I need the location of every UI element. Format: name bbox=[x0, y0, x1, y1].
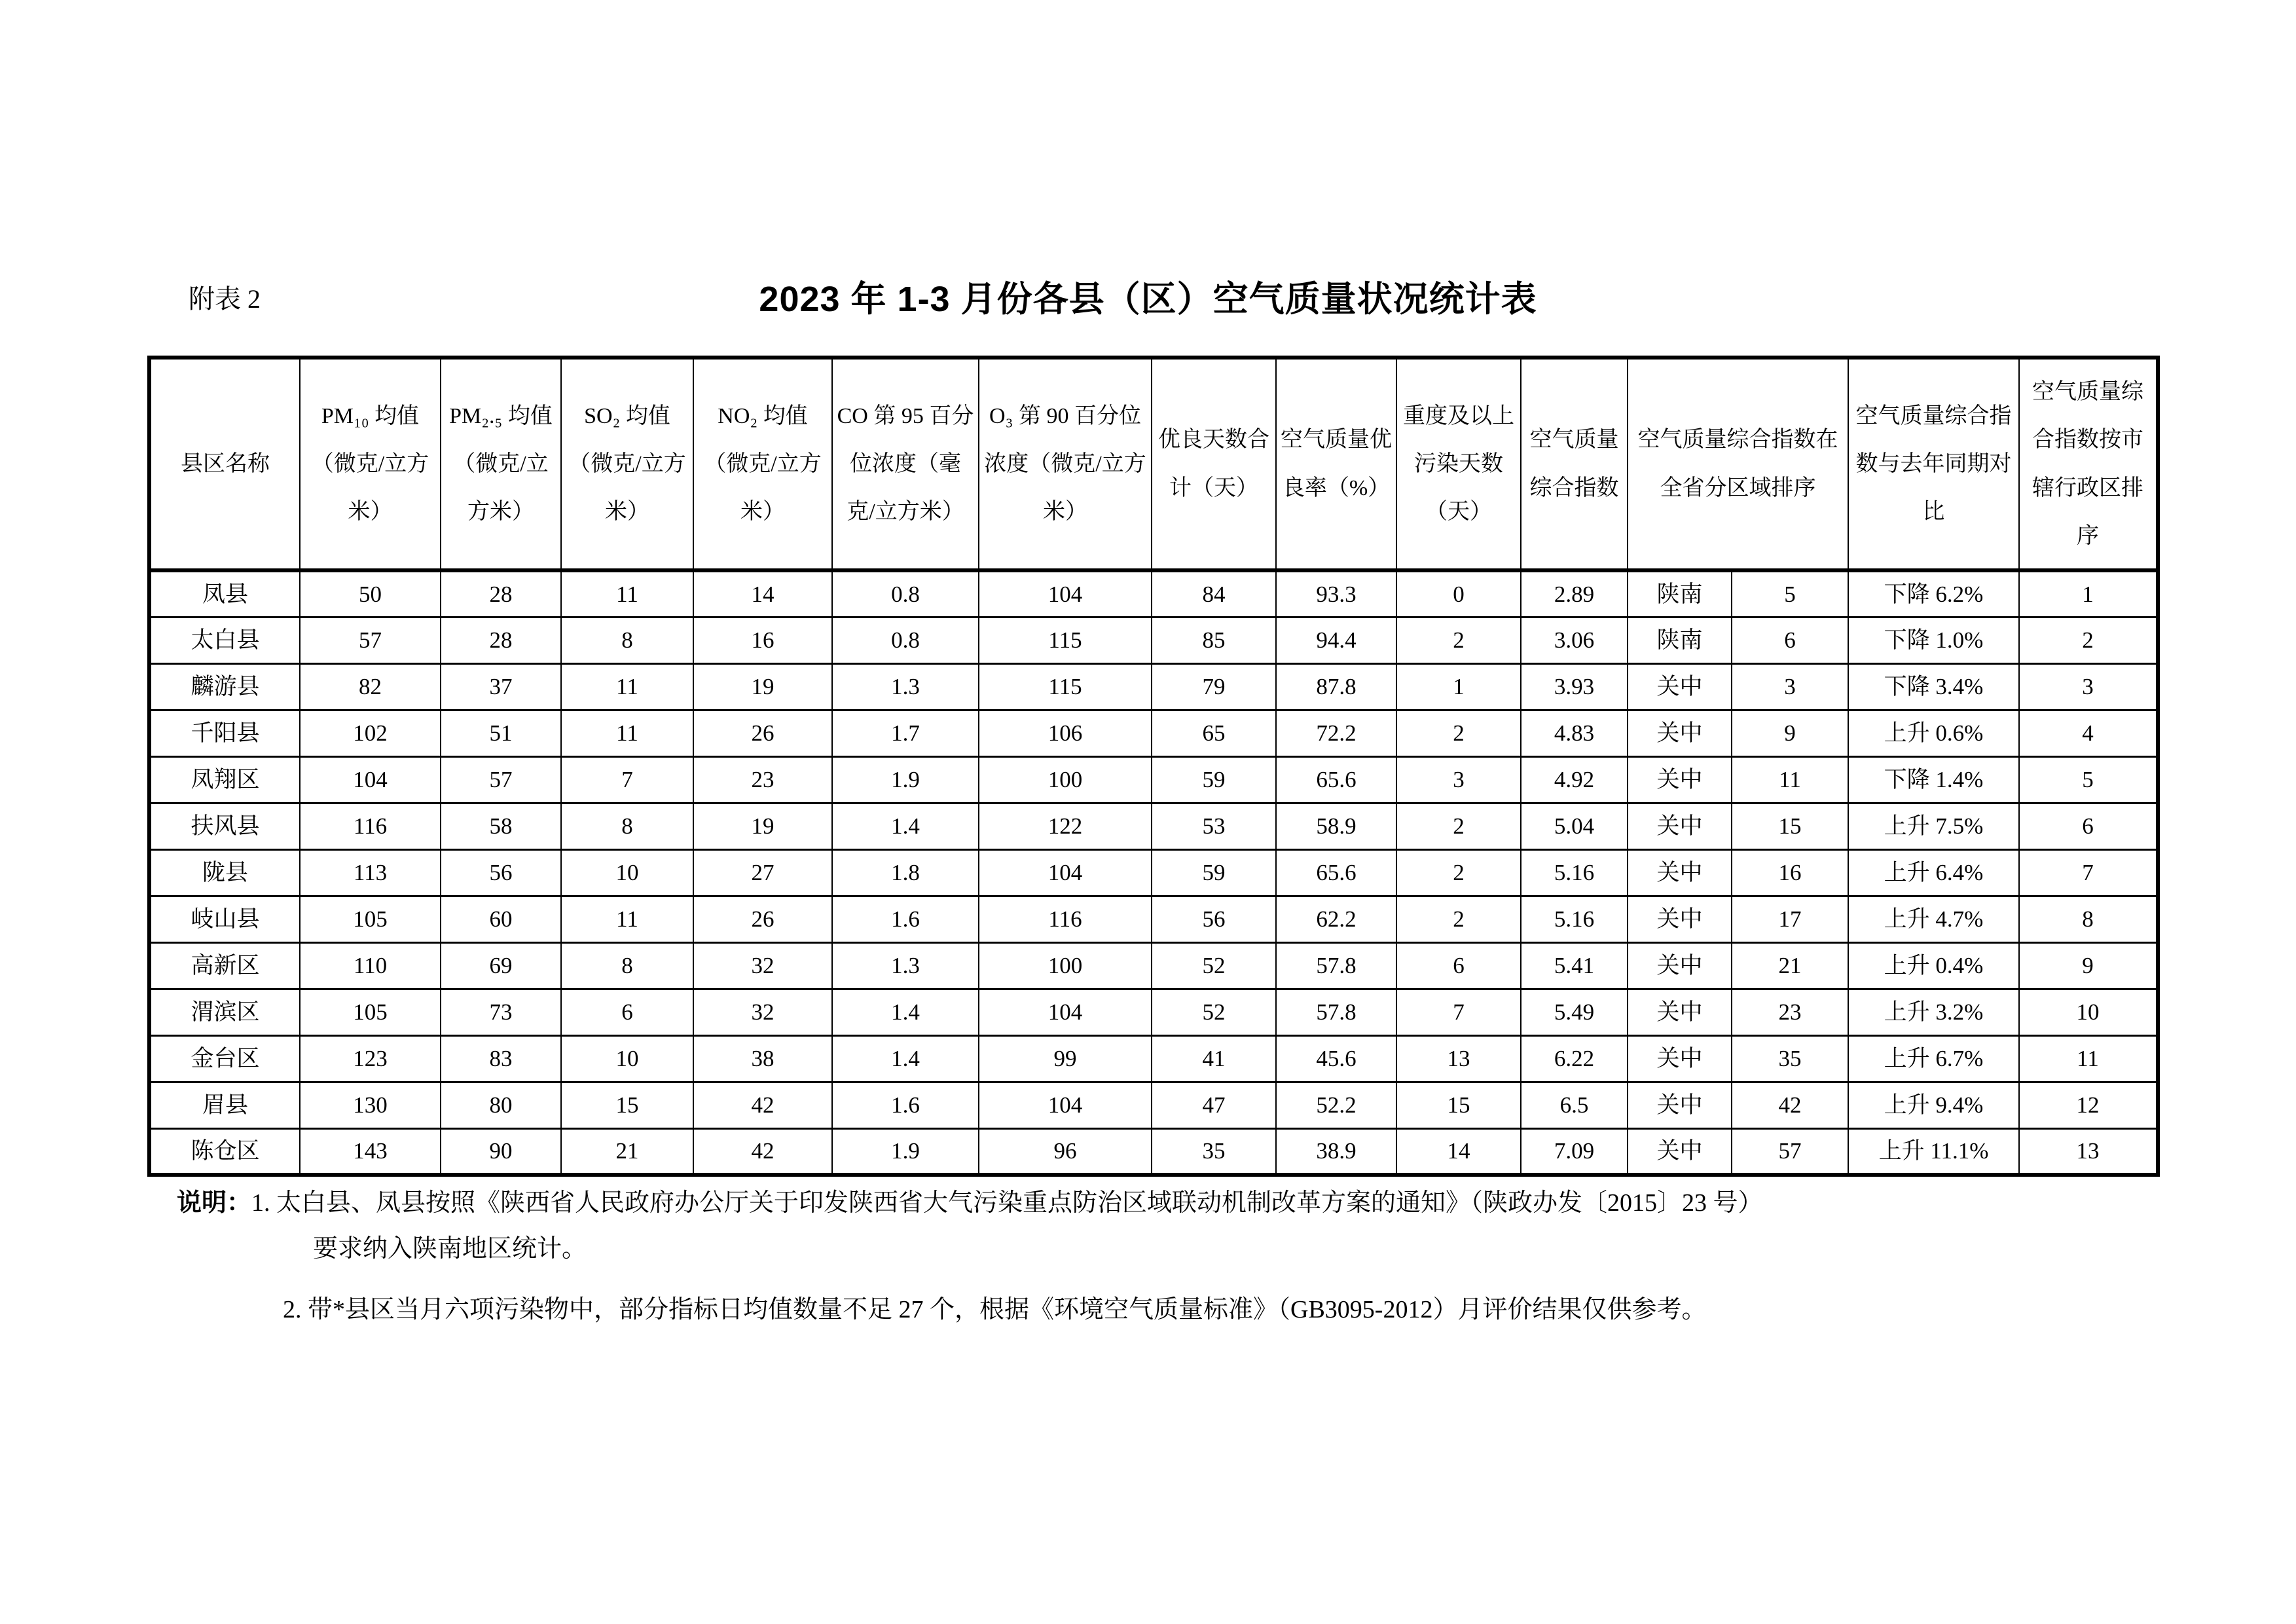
data-cell: 14 bbox=[693, 570, 832, 617]
data-cell: 113 bbox=[300, 849, 441, 896]
data-cell: 100 bbox=[979, 942, 1152, 989]
data-cell: 15 bbox=[561, 1082, 693, 1128]
note-1-line-1: 1. 太白县、凤县按照《陕西省人民政府办公厅关于印发陕西省大气污染重点防治区域联动机制改革方案的通知》（陕政办发〔2015〕23 号） bbox=[251, 1189, 1763, 1217]
data-cell: 52 bbox=[1152, 942, 1276, 989]
data-cell: 57 bbox=[441, 756, 561, 803]
data-cell: 19 bbox=[693, 803, 832, 849]
data-cell: 21 bbox=[561, 1128, 693, 1175]
data-cell: 6 bbox=[561, 989, 693, 1035]
data-cell: 57.8 bbox=[1276, 989, 1396, 1035]
data-cell: 116 bbox=[300, 803, 441, 849]
data-cell: 52.2 bbox=[1276, 1082, 1396, 1128]
column-header: SO₂ 均值（微克/立方米） bbox=[561, 358, 693, 570]
data-cell: 2 bbox=[1396, 849, 1521, 896]
data-cell: 上升 0.4% bbox=[1848, 942, 2019, 989]
data-cell: 32 bbox=[693, 989, 832, 1035]
data-cell: 21 bbox=[1732, 942, 1848, 989]
data-cell: 83 bbox=[441, 1035, 561, 1082]
data-cell: 38 bbox=[693, 1035, 832, 1082]
table-row bbox=[149, 849, 2158, 896]
data-cell: 关中 bbox=[1628, 1082, 1732, 1128]
data-cell: 11 bbox=[2019, 1035, 2158, 1082]
column-header: 优良天数合计（天） bbox=[1152, 358, 1276, 570]
data-cell: 59 bbox=[1152, 849, 1276, 896]
data-cell: 73 bbox=[441, 989, 561, 1035]
data-cell: 143 bbox=[300, 1128, 441, 1175]
data-cell: 93.3 bbox=[1276, 570, 1396, 617]
table-row bbox=[149, 896, 2158, 942]
data-cell: 10 bbox=[561, 849, 693, 896]
county-name-cell: 陈仓区 bbox=[149, 1128, 300, 1175]
data-cell: 79 bbox=[1152, 663, 1276, 710]
data-cell: 19 bbox=[693, 663, 832, 710]
data-cell: 104 bbox=[979, 1082, 1152, 1128]
table-row bbox=[149, 1082, 2158, 1128]
data-cell: 1.3 bbox=[832, 942, 979, 989]
column-header: PM₁₀ 均值（微克/立方米） bbox=[300, 358, 441, 570]
data-cell: 58.9 bbox=[1276, 803, 1396, 849]
data-cell: 1 bbox=[1396, 663, 1521, 710]
county-name-cell: 麟游县 bbox=[149, 663, 300, 710]
page-title: 2023 年 1-3 月份各县（区）空气质量状况统计表 bbox=[759, 280, 1537, 319]
data-cell: 关中 bbox=[1628, 1035, 1732, 1082]
data-cell: 上升 3.2% bbox=[1848, 989, 2019, 1035]
county-name-cell: 扶风县 bbox=[149, 803, 300, 849]
data-cell: 4.83 bbox=[1521, 710, 1628, 756]
data-cell: 16 bbox=[1732, 849, 1848, 896]
data-cell: 7 bbox=[1396, 989, 1521, 1035]
table-row bbox=[149, 942, 2158, 989]
data-cell: 82 bbox=[300, 663, 441, 710]
data-cell: 1.6 bbox=[832, 1082, 979, 1128]
data-cell: 1.8 bbox=[832, 849, 979, 896]
data-cell: 6 bbox=[1732, 617, 1848, 663]
data-cell: 3 bbox=[1732, 663, 1848, 710]
data-cell: 23 bbox=[693, 756, 832, 803]
data-cell: 下降 1.0% bbox=[1848, 617, 2019, 663]
data-cell: 14 bbox=[1396, 1128, 1521, 1175]
data-cell: 6 bbox=[1396, 942, 1521, 989]
data-cell: 7.09 bbox=[1521, 1128, 1628, 1175]
table-row bbox=[149, 570, 2158, 617]
data-cell: 1.7 bbox=[832, 710, 979, 756]
data-cell: 7 bbox=[561, 756, 693, 803]
data-cell: 116 bbox=[979, 896, 1152, 942]
data-cell: 上升 9.4% bbox=[1848, 1082, 2019, 1128]
data-cell: 57.8 bbox=[1276, 942, 1396, 989]
data-cell: 2 bbox=[1396, 710, 1521, 756]
data-cell: 41 bbox=[1152, 1035, 1276, 1082]
data-cell: 9 bbox=[2019, 942, 2158, 989]
column-header: 空气质量综合指数与去年同期对比 bbox=[1848, 358, 2019, 570]
data-cell: 7 bbox=[2019, 849, 2158, 896]
data-cell: 106 bbox=[979, 710, 1152, 756]
data-cell: 32 bbox=[693, 942, 832, 989]
county-name-cell: 凤翔区 bbox=[149, 756, 300, 803]
county-name-cell: 眉县 bbox=[149, 1082, 300, 1128]
data-cell: 1.6 bbox=[832, 896, 979, 942]
column-header: 空气质量综合指数按市辖行政区排序 bbox=[2019, 358, 2158, 570]
data-cell: 38.9 bbox=[1276, 1128, 1396, 1175]
data-cell: 11 bbox=[561, 710, 693, 756]
data-cell: 37 bbox=[441, 663, 561, 710]
data-cell: 57 bbox=[300, 617, 441, 663]
data-cell: 47 bbox=[1152, 1082, 1276, 1128]
data-cell: 100 bbox=[979, 756, 1152, 803]
data-cell: 17 bbox=[1732, 896, 1848, 942]
county-name-cell: 岐山县 bbox=[149, 896, 300, 942]
data-cell: 上升 6.7% bbox=[1848, 1035, 2019, 1082]
data-cell: 15 bbox=[1396, 1082, 1521, 1128]
data-cell: 8 bbox=[561, 617, 693, 663]
table-row bbox=[149, 617, 2158, 663]
data-cell: 65.6 bbox=[1276, 849, 1396, 896]
table-row bbox=[149, 803, 2158, 849]
data-cell: 关中 bbox=[1628, 1128, 1732, 1175]
data-cell: 2 bbox=[2019, 617, 2158, 663]
data-cell: 110 bbox=[300, 942, 441, 989]
data-cell: 105 bbox=[300, 989, 441, 1035]
table-row bbox=[149, 1035, 2158, 1082]
note-prefix: 说明： bbox=[177, 1189, 252, 1217]
data-cell: 上升 4.7% bbox=[1848, 896, 2019, 942]
data-cell: 0 bbox=[1396, 570, 1521, 617]
table-row bbox=[149, 1128, 2158, 1175]
data-cell: 9 bbox=[1732, 710, 1848, 756]
data-cell: 下降 1.4% bbox=[1848, 756, 2019, 803]
data-cell: 下降 6.2% bbox=[1848, 570, 2019, 617]
note-1-line-2: 要求纳入陕南地区统计。 bbox=[313, 1235, 587, 1263]
data-cell: 87.8 bbox=[1276, 663, 1396, 710]
county-name-cell: 太白县 bbox=[149, 617, 300, 663]
data-cell: 28 bbox=[441, 570, 561, 617]
data-cell: 11 bbox=[561, 570, 693, 617]
table-row bbox=[149, 989, 2158, 1035]
data-cell: 6.22 bbox=[1521, 1035, 1628, 1082]
data-cell: 53 bbox=[1152, 803, 1276, 849]
data-cell: 2 bbox=[1396, 617, 1521, 663]
data-cell: 102 bbox=[300, 710, 441, 756]
data-cell: 59 bbox=[1152, 756, 1276, 803]
data-cell: 陕南 bbox=[1628, 617, 1732, 663]
data-cell: 42 bbox=[693, 1128, 832, 1175]
data-cell: 关中 bbox=[1628, 663, 1732, 710]
data-cell: 27 bbox=[693, 849, 832, 896]
header-row bbox=[149, 358, 2158, 570]
data-cell: 35 bbox=[1732, 1035, 1848, 1082]
data-cell: 8 bbox=[561, 942, 693, 989]
data-cell: 69 bbox=[441, 942, 561, 989]
column-header: PM₂.₅ 均值（微克/立方米） bbox=[441, 358, 561, 570]
county-name-cell: 陇县 bbox=[149, 849, 300, 896]
column-header: 空气质量优良率（%） bbox=[1276, 358, 1396, 570]
table-row bbox=[149, 756, 2158, 803]
data-cell: 105 bbox=[300, 896, 441, 942]
data-cell: 5.41 bbox=[1521, 942, 1628, 989]
column-header: 县区名称 bbox=[149, 358, 300, 570]
data-cell: 6 bbox=[2019, 803, 2158, 849]
data-cell: 11 bbox=[561, 896, 693, 942]
data-cell: 1.4 bbox=[832, 1035, 979, 1082]
data-cell: 1.4 bbox=[832, 803, 979, 849]
data-cell: 80 bbox=[441, 1082, 561, 1128]
data-cell: 8 bbox=[561, 803, 693, 849]
data-cell: 1.4 bbox=[832, 989, 979, 1035]
data-cell: 56 bbox=[1152, 896, 1276, 942]
data-cell: 上升 6.4% bbox=[1848, 849, 2019, 896]
data-cell: 5.04 bbox=[1521, 803, 1628, 849]
data-cell: 0.8 bbox=[832, 570, 979, 617]
data-cell: 3 bbox=[2019, 663, 2158, 710]
data-cell: 104 bbox=[979, 989, 1152, 1035]
data-cell: 上升 0.6% bbox=[1848, 710, 2019, 756]
data-cell: 1.9 bbox=[832, 1128, 979, 1175]
county-name-cell: 千阳县 bbox=[149, 710, 300, 756]
data-cell: 关中 bbox=[1628, 849, 1732, 896]
data-cell: 1.3 bbox=[832, 663, 979, 710]
data-cell: 5.16 bbox=[1521, 896, 1628, 942]
county-name-cell: 金台区 bbox=[149, 1035, 300, 1082]
data-cell: 关中 bbox=[1628, 896, 1732, 942]
attachment-label: 附表 2 bbox=[189, 284, 261, 314]
data-cell: 28 bbox=[441, 617, 561, 663]
data-cell: 35 bbox=[1152, 1128, 1276, 1175]
data-cell: 85 bbox=[1152, 617, 1276, 663]
data-cell: 5.49 bbox=[1521, 989, 1628, 1035]
data-cell: 96 bbox=[979, 1128, 1152, 1175]
data-cell: 42 bbox=[693, 1082, 832, 1128]
data-cell: 52 bbox=[1152, 989, 1276, 1035]
data-cell: 关中 bbox=[1628, 989, 1732, 1035]
data-cell: 122 bbox=[979, 803, 1152, 849]
data-cell: 关中 bbox=[1628, 756, 1732, 803]
note-item-2: 2. 带*县区当月六项污染物中，部分指标日均值数量不足 27 个，根据《环境空气质量标准》（GB3095-2012）月评价结果仅供参考。 bbox=[283, 1295, 1707, 1323]
data-cell: 4.92 bbox=[1521, 756, 1628, 803]
notes bbox=[177, 1180, 2170, 1333]
data-cell: 关中 bbox=[1628, 942, 1732, 989]
data-cell: 62.2 bbox=[1276, 896, 1396, 942]
data-cell: 11 bbox=[1732, 756, 1848, 803]
data-cell: 104 bbox=[979, 570, 1152, 617]
data-cell: 123 bbox=[300, 1035, 441, 1082]
data-cell: 1.9 bbox=[832, 756, 979, 803]
data-cell: 26 bbox=[693, 896, 832, 942]
data-cell: 58 bbox=[441, 803, 561, 849]
column-header: O₃ 第 90 百分位浓度（微克/立方米） bbox=[979, 358, 1152, 570]
data-cell: 2 bbox=[1396, 803, 1521, 849]
data-cell: 0.8 bbox=[832, 617, 979, 663]
data-cell: 5 bbox=[2019, 756, 2158, 803]
data-cell: 50 bbox=[300, 570, 441, 617]
data-cell: 65 bbox=[1152, 710, 1276, 756]
data-cell: 99 bbox=[979, 1035, 1152, 1082]
county-name-cell: 渭滨区 bbox=[149, 989, 300, 1035]
data-cell: 关中 bbox=[1628, 710, 1732, 756]
data-cell: 72.2 bbox=[1276, 710, 1396, 756]
data-cell: 2.89 bbox=[1521, 570, 1628, 617]
data-cell: 104 bbox=[300, 756, 441, 803]
data-cell: 5 bbox=[1732, 570, 1848, 617]
column-header: CO 第 95 百分位浓度（毫克/立方米） bbox=[832, 358, 979, 570]
data-cell: 关中 bbox=[1628, 803, 1732, 849]
data-cell: 10 bbox=[561, 1035, 693, 1082]
data-cell: 下降 3.4% bbox=[1848, 663, 2019, 710]
data-cell: 130 bbox=[300, 1082, 441, 1128]
data-cell: 8 bbox=[2019, 896, 2158, 942]
data-cell: 60 bbox=[441, 896, 561, 942]
data-cell: 3.93 bbox=[1521, 663, 1628, 710]
table-row bbox=[149, 710, 2158, 756]
column-header: NO₂ 均值（微克/立方米） bbox=[693, 358, 832, 570]
data-cell: 10 bbox=[2019, 989, 2158, 1035]
data-cell: 57 bbox=[1732, 1128, 1848, 1175]
data-cell: 90 bbox=[441, 1128, 561, 1175]
data-cell: 4 bbox=[2019, 710, 2158, 756]
data-cell: 上升 11.1% bbox=[1848, 1128, 2019, 1175]
data-cell: 26 bbox=[693, 710, 832, 756]
county-name-cell: 高新区 bbox=[149, 942, 300, 989]
data-cell: 65.6 bbox=[1276, 756, 1396, 803]
data-cell: 13 bbox=[1396, 1035, 1521, 1082]
air-quality-table bbox=[147, 356, 2160, 1177]
data-cell: 2 bbox=[1396, 896, 1521, 942]
data-cell: 51 bbox=[441, 710, 561, 756]
data-cell: 13 bbox=[2019, 1128, 2158, 1175]
data-cell: 15 bbox=[1732, 803, 1848, 849]
data-cell: 42 bbox=[1732, 1082, 1848, 1128]
note-item-1 bbox=[177, 1180, 2170, 1272]
data-cell: 94.4 bbox=[1276, 617, 1396, 663]
data-cell: 12 bbox=[2019, 1082, 2158, 1128]
data-cell: 3.06 bbox=[1521, 617, 1628, 663]
data-cell: 23 bbox=[1732, 989, 1848, 1035]
table-row bbox=[149, 663, 2158, 710]
data-cell: 45.6 bbox=[1276, 1035, 1396, 1082]
data-cell: 上升 7.5% bbox=[1848, 803, 2019, 849]
data-cell: 3 bbox=[1396, 756, 1521, 803]
data-cell: 1 bbox=[2019, 570, 2158, 617]
data-cell: 16 bbox=[693, 617, 832, 663]
data-cell: 104 bbox=[979, 849, 1152, 896]
data-cell: 11 bbox=[561, 663, 693, 710]
data-cell: 115 bbox=[979, 617, 1152, 663]
data-cell: 84 bbox=[1152, 570, 1276, 617]
column-header: 重度及以上污染天数（天） bbox=[1396, 358, 1521, 570]
data-cell: 6.5 bbox=[1521, 1082, 1628, 1128]
data-cell: 5.16 bbox=[1521, 849, 1628, 896]
column-header: 空气质量综合指数 bbox=[1521, 358, 1628, 570]
data-cell: 115 bbox=[979, 663, 1152, 710]
data-cell: 陕南 bbox=[1628, 570, 1732, 617]
county-name-cell: 凤县 bbox=[149, 570, 300, 617]
data-cell: 56 bbox=[441, 849, 561, 896]
column-header: 空气质量综合指数在全省分区域排序 bbox=[1628, 358, 1848, 570]
